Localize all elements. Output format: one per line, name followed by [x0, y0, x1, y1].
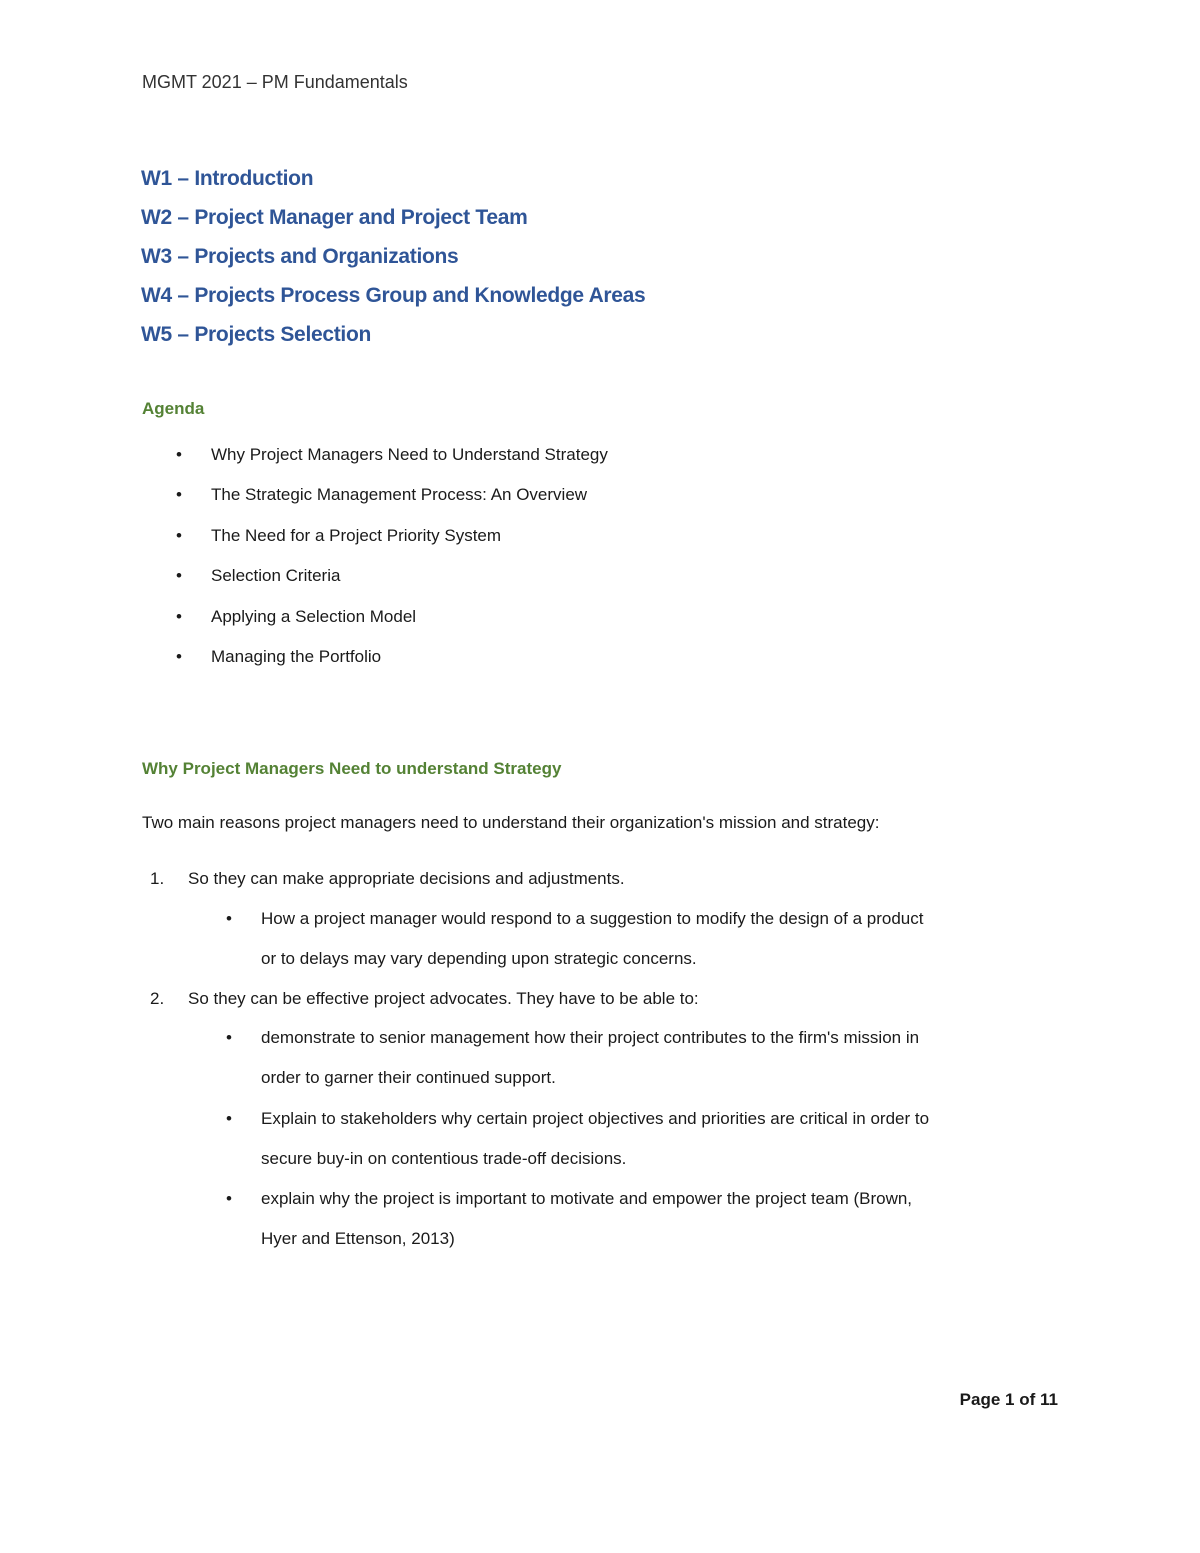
- bullet-icon: •: [226, 1028, 232, 1047]
- page-label: Page: [959, 1390, 1001, 1409]
- page-number: [960, 1390, 1058, 1410]
- reason-text: So they can be effective project advocates. They have to be able to:: [188, 989, 699, 1008]
- reason-item-2: [150, 989, 699, 1009]
- agenda-item-label: The Strategic Management Process: An Overview: [211, 485, 588, 504]
- sub-bullet-line: secure buy-in on contentious trade-off decisions.: [261, 1149, 627, 1168]
- week-heading-2: W2 – Project Manager and Project Team: [141, 206, 528, 229]
- agenda-item-label: Why Project Managers Need to Understand Strategy: [211, 445, 608, 464]
- agenda-item: [176, 607, 417, 627]
- bullet-icon: •: [176, 647, 182, 666]
- agenda-item: [176, 566, 341, 586]
- bullet-icon: •: [176, 526, 182, 545]
- document-header: MGMT 2021 – PM Fundamentals: [142, 72, 408, 92]
- total-pages: 11: [1040, 1390, 1058, 1409]
- bullet-icon: •: [176, 566, 182, 585]
- agenda-item: [176, 647, 382, 667]
- bullet-icon: •: [176, 485, 182, 504]
- bullet-icon: •: [226, 1109, 232, 1128]
- agenda-item: [176, 485, 588, 505]
- of-label: of: [1019, 1390, 1036, 1409]
- list-number: 2.: [150, 989, 165, 1008]
- week-heading-1: W1 – Introduction: [141, 167, 314, 190]
- bullet-icon: •: [226, 909, 232, 928]
- list-number: 1.: [150, 869, 165, 888]
- agenda-item-label: Applying a Selection Model: [211, 607, 417, 626]
- bullet-icon: •: [176, 607, 182, 626]
- bullet-icon: •: [226, 1189, 232, 1208]
- section-heading: Why Project Managers Need to understand Strategy: [142, 759, 562, 778]
- bullet-icon: •: [176, 445, 182, 464]
- reason-item-1: [150, 869, 625, 889]
- agenda-item-label: Selection Criteria: [211, 566, 341, 585]
- agenda-heading: Agenda: [142, 399, 205, 418]
- agenda-item-label: Managing the Portfolio: [211, 647, 382, 666]
- week-heading-5: W5 – Projects Selection: [141, 323, 372, 346]
- agenda-item: [176, 445, 608, 465]
- week-heading-3: W3 – Projects and Organizations: [141, 245, 459, 268]
- sub-bullet-line: or to delays may vary depending upon strategic concerns.: [261, 949, 697, 968]
- sub-bullet-line: demonstrate to senior management how their project contributes to the firm's mission in: [261, 1028, 920, 1047]
- week-heading-4: W4 – Projects Process Group and Knowledge Areas: [141, 284, 646, 307]
- reason-text: So they can make appropriate decisions and adjustments.: [188, 869, 625, 888]
- sub-bullet-line: Explain to stakeholders why certain project objectives and priorities are critical in order to: [261, 1109, 930, 1128]
- sub-bullet-line: explain why the project is important to motivate and empower the project team (Brown,: [261, 1189, 913, 1208]
- sub-bullet-line: How a project manager would respond to a suggestion to modify the design of a product: [261, 909, 924, 928]
- sub-bullet-line: Hyer and Ettenson, 2013): [261, 1229, 455, 1248]
- sub-bullet-line: order to garner their continued support.: [261, 1068, 556, 1087]
- agenda-item: [176, 526, 502, 546]
- current-page: 1: [1005, 1390, 1015, 1409]
- agenda-item-label: The Need for a Project Priority System: [211, 526, 502, 545]
- section-intro: Two main reasons project managers need to understand their organization's mission and strategy:: [142, 813, 880, 832]
